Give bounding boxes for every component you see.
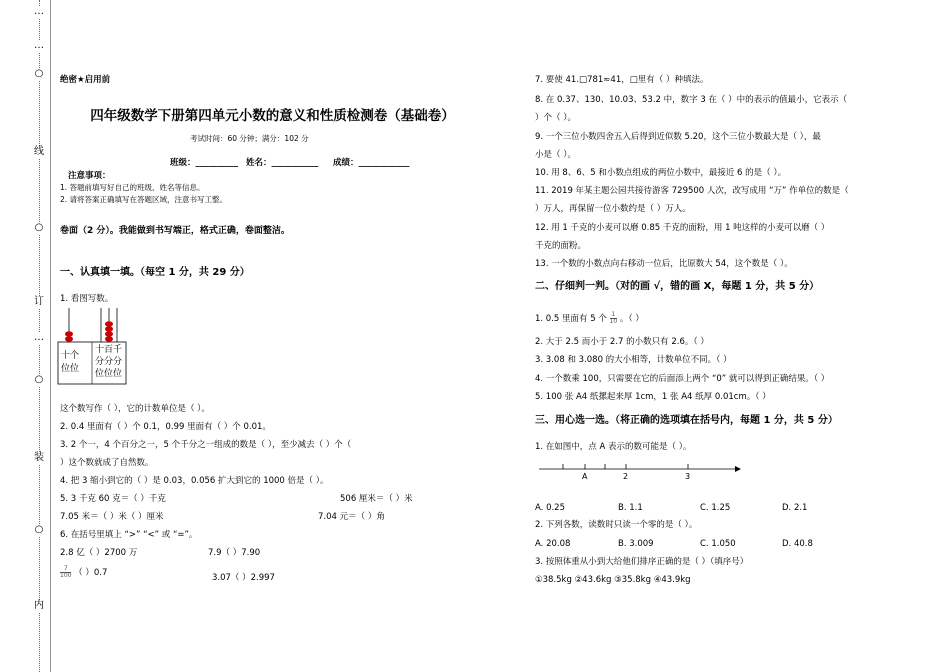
score-field[interactable]: 成绩：____________ <box>333 158 410 168</box>
binding-mark: … <box>29 332 49 344</box>
binding-mark: 订 <box>29 296 49 308</box>
q6-compare-d: 3.07（ ）2.997 <box>212 573 275 583</box>
abacus-label: 位位 <box>61 364 80 374</box>
binding-mark: 线 <box>29 146 49 158</box>
s3-q3: 3. 按照体重从小到大给他们排序正确的是（ ）（填序号） <box>535 557 749 567</box>
note-item: 2. 请将答案正确填写在答题区域，注意书写工整。 <box>60 195 228 204</box>
q6-compare-a: 2.8 亿（ ）2700 万 <box>60 548 138 558</box>
abacus-label: 十个 <box>61 351 80 361</box>
q11-text-cont: ）万人，再保留一位小数约是（ ）万人。 <box>535 204 691 214</box>
s3-q2-opt-a: A. 20.08 <box>535 539 571 549</box>
abacus-figure <box>57 306 127 386</box>
q5-text-c: 7.05 米＝（ ）米（ ）厘米 <box>60 512 164 522</box>
q6-text: 6. 在括号里填上 “>” “<” 或 “=”。 <box>60 530 198 540</box>
abacus-label: 十百千 <box>95 345 123 355</box>
abacus-label: 位位位 <box>95 369 123 379</box>
s2-q2: 2. 大于 2.5 而小于 2.7 的小数只有 2.6。（ ） <box>535 337 709 347</box>
fraction: $\frac{7}{100}$ <box>60 565 72 579</box>
s3-q2: 2. 下列各数，读数时只读一个零的是（ ）。 <box>535 520 698 530</box>
binding-mark: ○ <box>29 68 49 80</box>
section3-heading: 三、用心选一选。（将正确的选项填在括号内，每题 1 分，共 5 分） <box>535 415 838 426</box>
binding-mark: … <box>29 6 49 18</box>
s2-q1: 1. 0.5 里面有 5 个 $\frac{1}{10}$ 。（ ） <box>535 311 644 325</box>
s3-q3-opts: ①38.5kg ②43.6kg ③35.8kg ④43.9kg <box>535 575 691 585</box>
name-field[interactable]: 姓名：___________ <box>246 158 319 168</box>
page-title: 四年级数学下册第四单元小数的意义和性质检测卷（基础卷） <box>90 108 455 124</box>
q5-text-a: 5. 3 千克 60 克＝（ ）千克 <box>60 494 166 504</box>
q1-head: 1. 看图写数。 <box>60 294 114 304</box>
number-line-label-2: 2 <box>623 472 629 481</box>
q12-text: 12. 用 1 千克的小麦可以磨 0.85 千克的面粉，用 1 吨这样的小麦可以磨（ ） <box>535 223 830 233</box>
q8-text-cont: ）个（ ）。 <box>535 113 576 123</box>
number-line-svg <box>535 460 745 486</box>
s3-q1-opt-a: A. 0.25 <box>535 503 565 513</box>
s2-q5: 5. 100 张 A4 纸摞起来厚 1cm，1 张 A4 纸厚 0.01cm。（ ） <box>535 392 771 402</box>
q9-text-cont: 小是（ ）。 <box>535 150 576 160</box>
number-line-label-3: 3 <box>685 472 691 481</box>
q6-compare-c: $\frac{7}{100}$ （ ）0.7 <box>60 565 108 579</box>
note-item: 1. 答题前填写好自己的班级、姓名等信息。 <box>60 183 205 192</box>
binding-margin <box>27 0 51 672</box>
s3-q1-opt-d: D. 2.1 <box>782 503 808 513</box>
s2-q3: 3. 3.08 和 3.080 的大小相等，计数单位不同。（ ） <box>535 355 732 365</box>
q3-text-cont: ）这个数就成了自然数。 <box>60 458 154 468</box>
q10-text: 10. 用 8、6、5 和小数点组成的两位小数中，最接近 6 的是（ ）。 <box>535 168 787 178</box>
exam-info: 考试时间：60 分钟；满分：102 分 <box>190 134 309 143</box>
section1-heading: 一、认真填一填。（每空 1 分，共 29 分） <box>60 267 250 278</box>
q3-text: 3. 2 个一，4 个百分之一，5 个千分之一组成的数是（ ），至少减去（ ）个（ <box>60 440 352 450</box>
s3-q1: 1. 在如图中，点 A 表示的数可能是（ ）。 <box>535 442 692 452</box>
binding-mark: 装 <box>29 452 49 464</box>
binding-mark: ○ <box>29 222 49 234</box>
q12-text-cont: 千克的面粉。 <box>535 241 587 251</box>
q7-text: 7. 要使 41.□781≈41，□里有（ ）种填法。 <box>535 75 709 85</box>
q4-text: 4. 把 3 缩小到它的（ ）是 0.03，0.056 扩大到它的 1000 倍是（ ）。 <box>60 476 329 486</box>
binding-mark: 内 <box>29 600 49 612</box>
s3-q2-opt-d: D. 40.8 <box>782 539 813 549</box>
binding-mark: ○ <box>29 524 49 536</box>
class-field[interactable]: 班级：__________ <box>170 158 239 168</box>
s3-q2-opt-c: C. 1.050 <box>700 539 736 549</box>
q5-text-b: 506 厘米＝（ ）米 <box>340 494 413 504</box>
q9-text: 9. 一个三位小数四舍五入后得到近似数 5.20，这个三位小数最大是（ ），最 <box>535 132 821 142</box>
fraction: $\frac{1}{10}$ <box>609 311 618 325</box>
s3-q1-opt-b: B. 1.1 <box>618 503 643 513</box>
neatness-note: 卷面（2 分）。我能做到书写端正，格式正确，卷面整洁。 <box>60 226 290 236</box>
section2-heading: 二、仔细判一判。（对的画 √，错的画 X，每题 1 分，共 5 分） <box>535 281 820 292</box>
q1-text: 这个数写作（ ），它的计数单位是（ ）。 <box>60 404 210 414</box>
s3-q2-opt-b: B. 3.009 <box>618 539 654 549</box>
abacus-label: 分分分 <box>95 357 123 367</box>
number-line <box>535 460 745 486</box>
binding-mark: … <box>29 40 49 52</box>
s3-q1-opt-c: C. 1.25 <box>700 503 731 513</box>
q6-compare-b: 7.9（ ）7.90 <box>208 548 261 558</box>
q8-text: 8. 在 0.37、130、10.03、53.2 中，数字 3 在（ ）中的表示的值最小，它表示（ <box>535 95 848 105</box>
q11-text: 11. 2019 年某主题公园共接待游客 729500 人次，改写成用 “万” 作单位的数是（ <box>535 186 849 196</box>
number-line-label-a: A <box>582 472 588 481</box>
secret-label: 绝密★启用前 <box>60 75 111 85</box>
notes-heading: 注意事项： <box>68 171 111 181</box>
q13-text: 13. 一个数的小数点向右移动一位后，比原数大 54，这个数是（ ）。 <box>535 259 793 269</box>
q5-text-d: 7.04 元＝（ ）角 <box>318 512 385 522</box>
binding-mark: ○ <box>29 374 49 386</box>
s2-q4: 4. 一个数乘 100，只需要在它的后面添上两个 “0” 就可以得到正确结果。（ ） <box>535 374 830 384</box>
q2-text: 2. 0.4 里面有（ ）个 0.1，0.99 里面有（ ）个 0.01。 <box>60 422 271 432</box>
